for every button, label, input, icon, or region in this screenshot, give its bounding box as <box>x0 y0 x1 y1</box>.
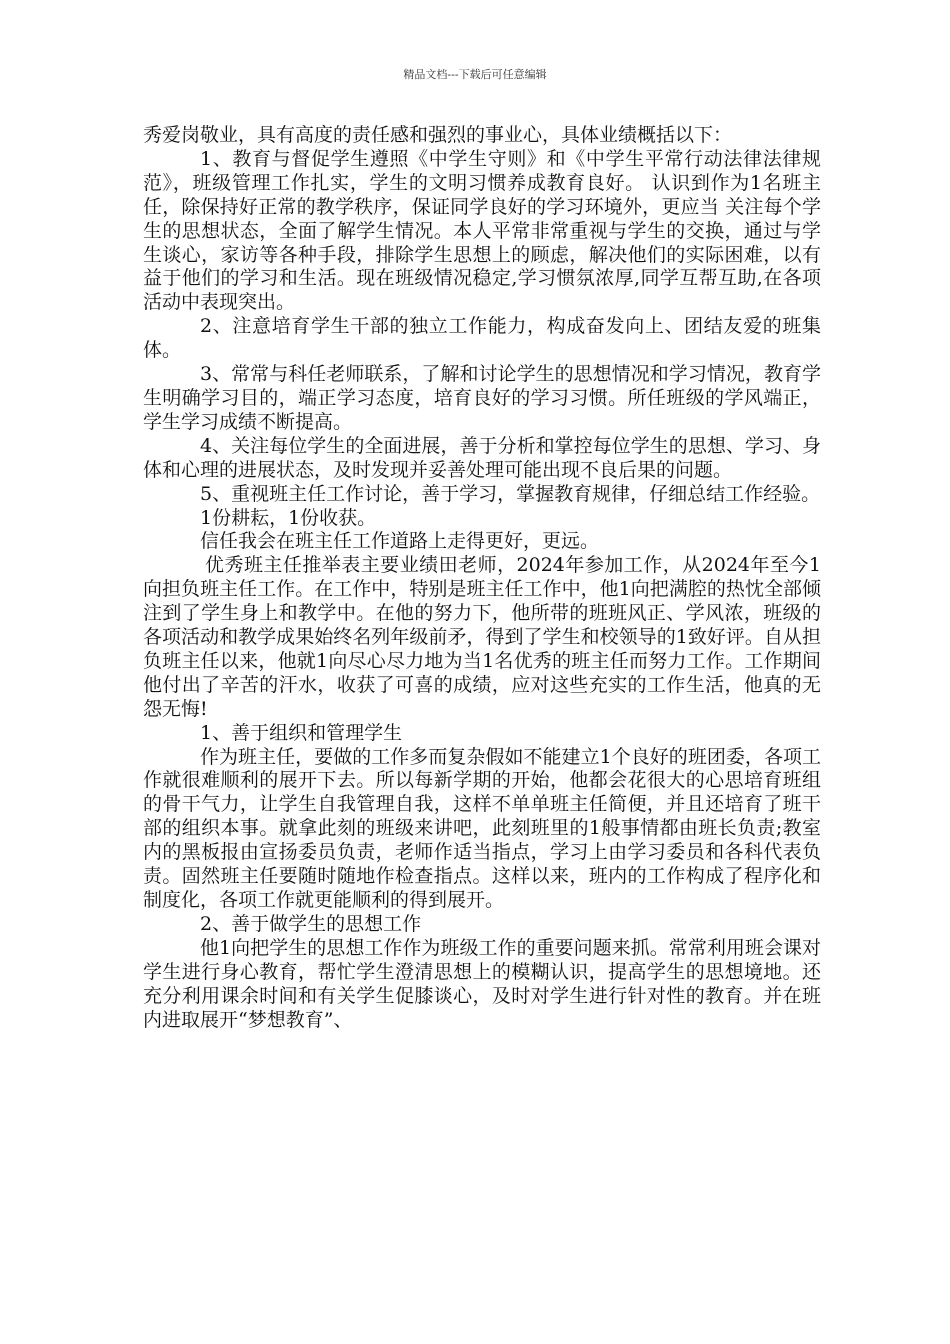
paragraph: 5、重视班主任工作讨论，善于学习，掌握教育规律，仔细总结工作经验。 <box>200 482 821 505</box>
paragraph: 1份耕耘，1份收获。 <box>200 506 377 529</box>
paragraph: 优秀班主任推举表主要业绩田老师，2024年参加工作，从2024年至今1向担负班主任工作。在工作中，特别是班主任工作中，他1向把满腔的热忱全部倾注到了学生身上和教学中。在他的努力下，他所带的班班风正、学风浓，班级的各项活动和教学成果始终名列年级前矛，得到了学生和校领导的1致好评。自从担负班主任以来，他就1向尽心尽力地为当1名优秀的班主任而努力工作。工作期间他付出了辛苦的汗水，收获了可喜的成绩，应对这些充实的工作生活，他真的无怨无悔! <box>143 554 821 720</box>
paragraph: 3、常常与科任老师联系，了解和讨论学生的思想情况和学习情况，教育学生明确学习目的，端正学习态度，培育良好的学习习惯。所任班级的学风端正，学生学习成绩不断提高。 <box>143 363 821 433</box>
page-header: 精品文档---下载后可任意编辑 <box>403 68 547 81</box>
paragraph: 作为班主任，要做的工作多而复杂假如不能建立1个良好的班团委，各项工作就很难顺利的展开下去。所以每新学期的开始，他都会花很大的心思培育班组的骨干气力，让学生自我管理自我，这样不单单班主任简便，并且还培育了班干部的组织本事。就拿此刻的班级来讲吧，此刻班里的1般事情都由班长负责;教室内的黑板报由宣扬委员负责，老师作适当指点，学习上由学习委员和各科代表负责。固然班主任要随时随地作检查指点。这样以来，班内的工作构成了程序化和制度化，各项工作就更能顺利的得到展开。 <box>143 745 821 911</box>
document-body <box>143 124 821 1032</box>
paragraph: 4、关注每位学生的全面进展，善于分析和掌控每位学生的思想、学习、身体和心理的进展状态，及时发现并妥善处理可能出现不良后果的问题。 <box>143 434 821 481</box>
paragraph: 秀爱岗敬业，具有高度的责任感和强烈的事业心，具体业绩概括以下： <box>143 124 733 146</box>
section-heading: 1、善于组织和管理学生 <box>200 721 403 744</box>
section-heading: 2、善于做学生的思想工作 <box>200 912 422 935</box>
paragraph: 信任我会在班主任工作道路上走得更好，更远。 <box>200 530 600 553</box>
paragraph: 2、注意培育学生干部的独立工作能力，构成奋发向上、团结友爱的班集体。 <box>143 315 821 362</box>
paragraph: 1、教育与督促学生遵照《中学生守则》和《中学生平常行动法律法律规范》，班级管理工作扎实，学生的文明习惯养成教育良好。 认识到作为1名班主任，除保持好正常的教学秩序，保证同学良好的学习环境外，更应当 关注每个学生的思想状态，全面了解学生情况。本人平常非常重视与学生的交换，通过与学生谈心，家访等各种手段，排除学生思想上的顾虑，解决他们的实际困难，以有益于他们的学习和生活。现在班级情况稳定,学习惯氛浓厚,同学互帮互助,在各项活动中表现突出。 <box>143 147 821 314</box>
paragraph: 他1向把学生的思想工作作为班级工作的重要问题来抓。常常利用班会课对学生进行身心教育，帮忙学生澄清思想上的模糊认识，提高学生的思想境地。还充分利用课余时间和有关学生促膝谈心，及时对学生进行针对性的教育。并在班内进取展开“梦想教育”、 <box>143 936 821 1031</box>
